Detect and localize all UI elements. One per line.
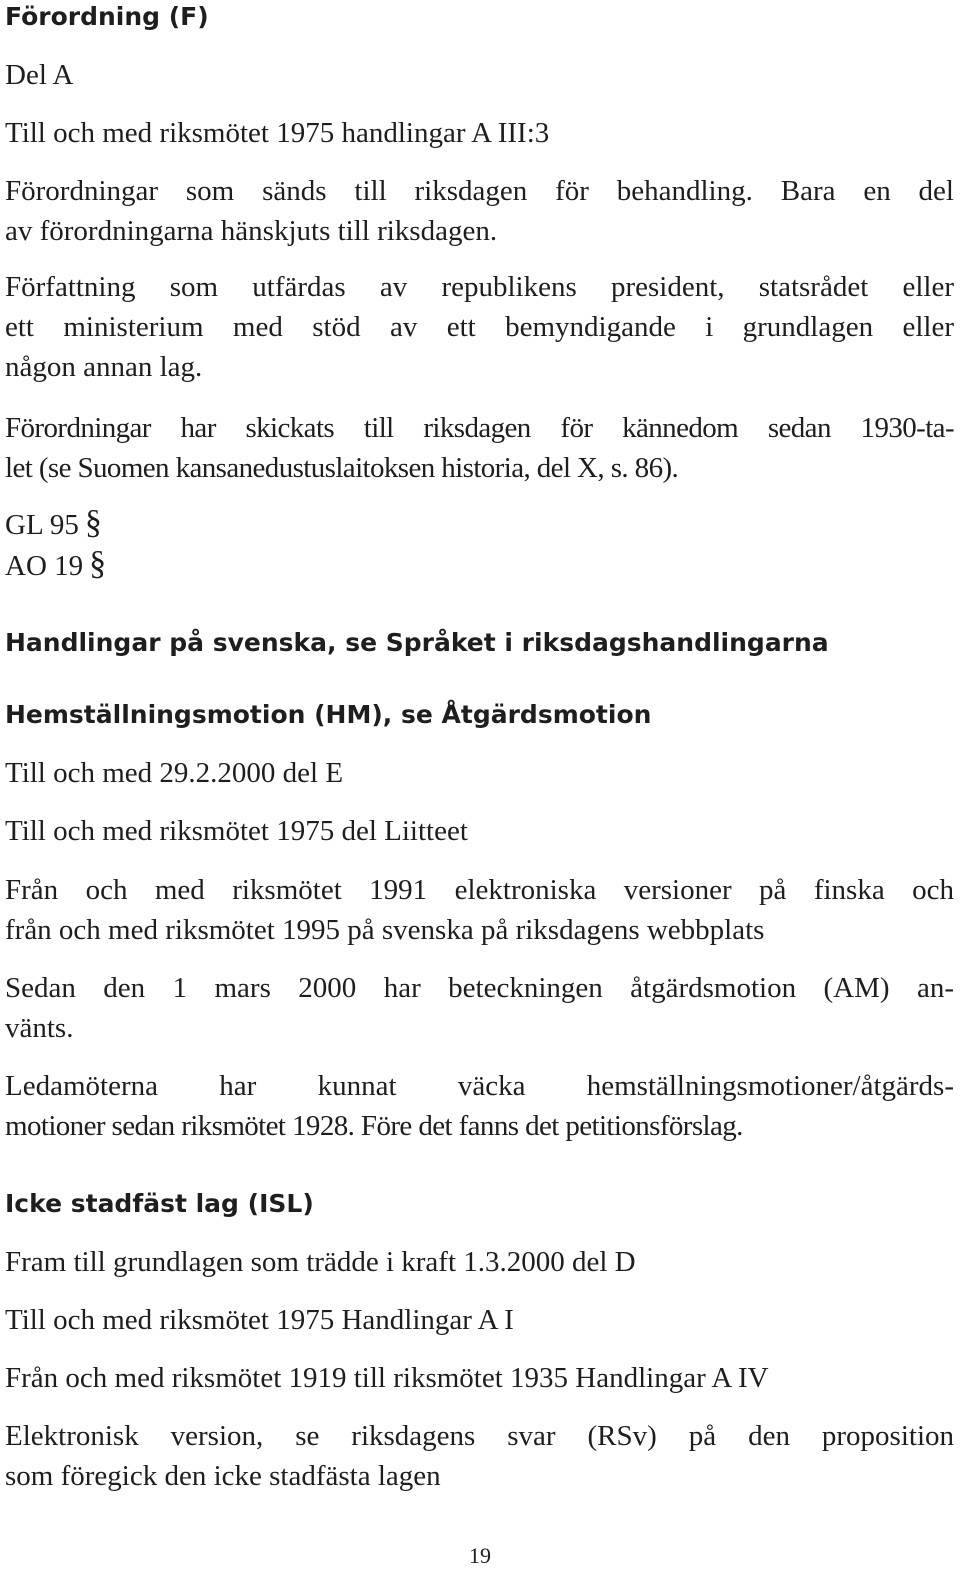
- hm-ledamoterna: [5, 1066, 954, 1146]
- reference-label: GL 95: [5, 509, 79, 541]
- text-line: av förordningarna hänskjuts till riksdagen.: [5, 215, 498, 247]
- text-line: Författning som utfärdas av republikens president, statsrådet eller: [5, 271, 954, 303]
- text-line: Sedan den 1 mars 2000 har beteckningen åtgärdsmotion (AM) an-: [5, 972, 954, 1004]
- text-line: Förordningar som sänds till riksdagen för behandling. Bara en del: [5, 175, 954, 207]
- text-line: motioner sedan riksmötet 1928. Före det fanns det petitionsförslag.: [5, 1110, 743, 1142]
- hm-till-och-med-del-e: Till och med 29.2.2000 del E: [5, 757, 344, 789]
- heading-icke-stadfast-lag: Icke stadfäst lag (ISL): [5, 1189, 314, 1218]
- text-line: Ledamöterna har kunnat väcka hemställningsmotioner/åtgärds-: [5, 1070, 954, 1102]
- text-line: Från och med riksmötet 1991 elektroniska versioner på finska och: [5, 874, 954, 906]
- text-line: någon annan lag.: [5, 351, 203, 383]
- text-line: Förordningar har skickats till riksdagen för kännedom sedan 1930-ta-: [5, 412, 954, 444]
- forordning-del: Del A: [5, 59, 74, 91]
- text-line: som föregick den icke stadfästa lagen: [5, 1460, 441, 1492]
- isl-fran-och-med-1919: Från och med riksmötet 1919 till riksmötet 1935 Handlingar A IV: [5, 1362, 769, 1394]
- text-line: Elektronisk version, se riksdagens svar (RSv) på den proposition: [5, 1420, 954, 1452]
- isl-till-och-med-1975: Till och med riksmötet 1975 Handlingar A I: [5, 1304, 514, 1336]
- reference-label: AO 19: [5, 550, 84, 582]
- heading-handlingar-pa-svenska: Handlingar på svenska, se Språket i riksdagshandlingarna: [5, 628, 829, 657]
- hm-elektroniska-versioner: [5, 870, 954, 950]
- text-line: let (se Suomen kansanedustuslaitoksen historia, del X, s. 86).: [5, 452, 679, 484]
- heading-hemstallningsmotion: Hemställningsmotion (HM), se Åtgärdsmotion: [5, 700, 652, 729]
- reference-grundlag: [5, 505, 954, 545]
- text-line: vänts.: [5, 1012, 74, 1044]
- forordning-description-2: [5, 267, 954, 387]
- section-sign-icon: §: [84, 504, 102, 542]
- text-line: från och med riksmötet 1995 på svenska på riksdagens webbplats: [5, 914, 765, 946]
- hm-sedan-1-mars-2000: [5, 968, 954, 1048]
- forordning-description-1: [5, 171, 954, 251]
- reference-arbetsordning: [5, 546, 954, 586]
- isl-fram-till-grundlagen: Fram till grundlagen som trädde i kraft 1.3.2000 del D: [5, 1246, 636, 1278]
- hm-till-och-med-liitteet: Till och med riksmötet 1975 del Liitteet: [5, 815, 468, 847]
- heading-forordning: Förordning (F): [5, 2, 209, 31]
- text-line: ett ministerium med stöd av ett bemyndigande i grundlagen eller: [5, 311, 954, 343]
- forordning-description-3: [5, 408, 954, 488]
- page-number: 19: [469, 1543, 491, 1568]
- forordning-till-och-med: Till och med riksmötet 1975 handlingar A III:3: [5, 117, 550, 149]
- isl-elektronisk-version: [5, 1416, 954, 1496]
- section-sign-icon: §: [89, 545, 107, 583]
